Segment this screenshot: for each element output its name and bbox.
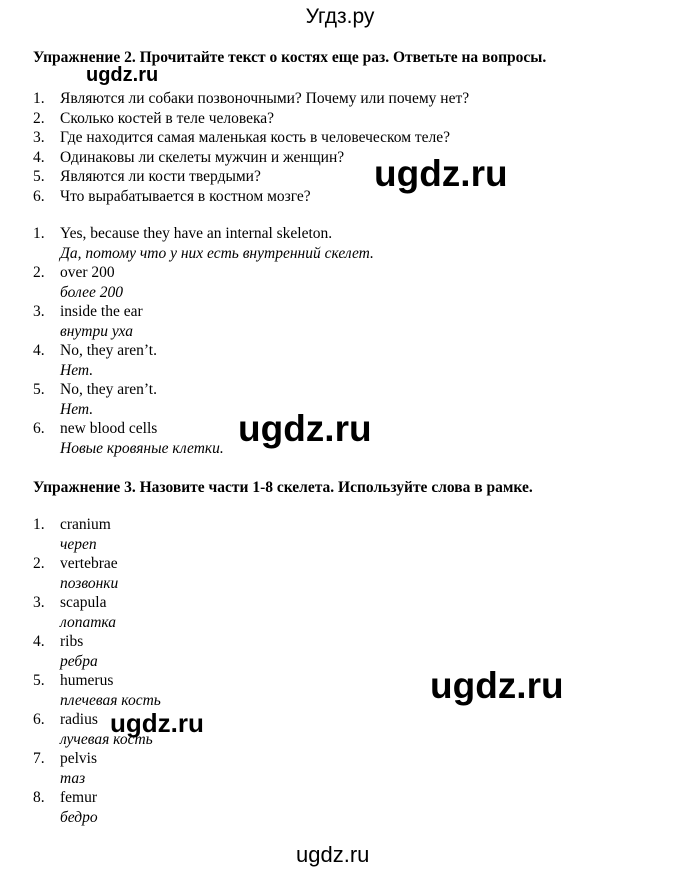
answer-number: 4. [33, 342, 45, 359]
exercise-2-heading: Упражнение 2. Прочитайте текст о костях еще раз. Ответьте на вопросы. [33, 49, 547, 66]
answer-number: 2. [33, 264, 45, 281]
part-number: 1. [33, 516, 45, 533]
skeleton-part-item [33, 554, 161, 593]
part-translation: позвонки [60, 574, 119, 592]
answer-text: No, they aren’t. [60, 342, 157, 359]
question-text: Что вырабатывается в костном мозге? [60, 187, 311, 205]
part-name: vertebrae [60, 555, 118, 572]
answer-number: 6. [33, 420, 45, 437]
site-title: Угдз.ру [305, 5, 375, 28]
answer-item [33, 263, 374, 302]
skeleton-part-item [33, 632, 161, 671]
answer-translation: Новые кровяные клетки. [60, 439, 224, 457]
part-translation: бедро [60, 808, 98, 826]
part-name: radius [60, 711, 98, 728]
part-translation: таз [60, 769, 86, 787]
watermark: ugdz.ru [430, 665, 564, 706]
question-text: Где находится самая маленькая кость в человеческом теле? [60, 129, 451, 146]
part-name: ribs [60, 633, 84, 650]
answer-text: over 200 [60, 264, 115, 281]
answer-number: 5. [33, 381, 45, 398]
answer-translation: Да, потому что у них есть внутренний скелет. [60, 244, 374, 262]
answer-text: inside the ear [60, 303, 143, 320]
question-number: 2. [33, 109, 45, 127]
part-name: cranium [60, 516, 111, 533]
exercise-3-items [33, 515, 161, 827]
part-translation: ребра [60, 652, 98, 670]
answer-item [33, 302, 374, 341]
watermark: ugdz.ru [296, 842, 370, 867]
question-item [33, 128, 469, 148]
answer-translation: Нет. [60, 361, 94, 379]
skeleton-part-item [33, 593, 161, 632]
answer-text: new blood cells [60, 420, 158, 437]
part-name: humerus [60, 672, 114, 689]
answer-translation: более 200 [60, 283, 123, 301]
part-name: femur [60, 789, 98, 806]
part-number: 2. [33, 555, 45, 572]
exercise-3-heading: Упражнение 3. Назовите части 1-8 скелета. Используйте слова в рамке. [33, 479, 533, 496]
question-number: 6. [33, 187, 45, 205]
skeleton-part-item [33, 671, 161, 710]
skeleton-part-item [33, 749, 161, 788]
part-number: 3. [33, 594, 45, 611]
skeleton-part-item [33, 515, 161, 554]
part-number: 6. [33, 711, 45, 728]
part-number: 8. [33, 789, 45, 806]
question-item [33, 109, 469, 129]
answer-text: No, they aren’t. [60, 381, 157, 398]
question-text: Сколько костей в теле человека? [60, 109, 275, 127]
part-name: pelvis [60, 750, 98, 767]
answer-translation: внутри уха [60, 322, 133, 340]
question-item [33, 89, 469, 109]
answer-number: 1. [33, 225, 45, 242]
part-translation: череп [60, 535, 97, 553]
part-name: scapula [60, 594, 107, 611]
watermark: ugdz.ru [110, 708, 204, 738]
part-number: 5. [33, 672, 45, 689]
question-number: 3. [33, 129, 45, 146]
watermark: ugdz.ru [374, 153, 508, 194]
watermark: ugdz.ru [238, 408, 372, 449]
part-translation: плечевая кость [60, 691, 161, 709]
answer-number: 3. [33, 303, 45, 320]
part-translation: лопатка [60, 613, 117, 631]
skeleton-part-item [33, 788, 161, 827]
question-text: Одинаковы ли скелеты мужчин и женщин? [60, 148, 345, 166]
answer-item [33, 224, 374, 263]
answer-translation: Нет. [60, 400, 94, 418]
question-number: 4. [33, 148, 45, 166]
part-number: 4. [33, 633, 45, 650]
part-translation: лучевая кость [60, 730, 153, 748]
question-number: 1. [33, 90, 45, 107]
part-number: 7. [33, 750, 45, 767]
question-number: 5. [33, 168, 45, 185]
answer-text: Yes, because they have an internal skeleton. [60, 225, 333, 242]
question-text: Являются ли кости твердыми? [60, 168, 261, 185]
watermark: ugdz.ru [86, 64, 159, 86]
question-text: Являются ли собаки позвоночными? Почему или почему нет? [60, 90, 470, 107]
answer-item [33, 341, 374, 380]
